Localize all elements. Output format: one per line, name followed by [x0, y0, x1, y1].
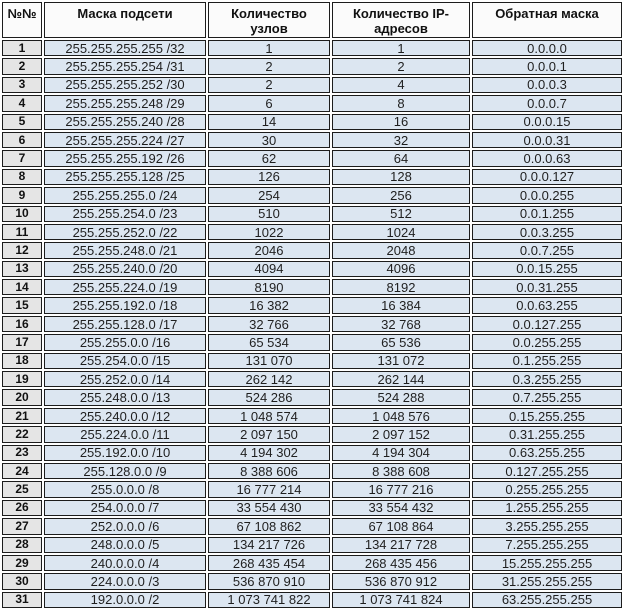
ip-count-cell: 262 144	[332, 371, 470, 387]
wildcard-mask-cell: 0.0.1.255	[472, 206, 622, 222]
subnet-mask-cell: 254.0.0.0 /7	[44, 500, 206, 516]
table-row	[2, 592, 622, 608]
subnet-mask-cell: 255.255.252.0 /22	[44, 224, 206, 240]
wildcard-mask-cell: 0.0.63.255	[472, 297, 622, 313]
host-count-cell: 268 435 454	[208, 555, 330, 571]
subnet-mask-cell: 192.0.0.0 /2	[44, 592, 206, 608]
header-host-count-line2: узлов	[250, 21, 288, 36]
ip-count-cell: 64	[332, 150, 470, 166]
table-row	[2, 445, 622, 461]
subnet-mask-cell: 255.255.255.240 /28	[44, 114, 206, 130]
host-count-cell: 65 534	[208, 334, 330, 350]
header-wildcard-mask	[472, 2, 622, 38]
host-count-cell: 16 777 214	[208, 481, 330, 497]
header-row-number	[2, 2, 42, 38]
row-number-cell: 22	[2, 426, 42, 442]
ip-count-cell: 512	[332, 206, 470, 222]
row-number-cell: 29	[2, 555, 42, 571]
table-row	[2, 297, 622, 313]
row-number-cell: 12	[2, 242, 42, 258]
subnet-mask-cell: 255.255.192.0 /18	[44, 297, 206, 313]
wildcard-mask-cell: 15.255.255.255	[472, 555, 622, 571]
host-count-cell: 2 097 150	[208, 426, 330, 442]
row-number-cell: 10	[2, 206, 42, 222]
ip-count-cell: 65 536	[332, 334, 470, 350]
wildcard-mask-cell: 0.0.0.63	[472, 150, 622, 166]
ip-count-cell: 128	[332, 169, 470, 185]
host-count-cell: 30	[208, 132, 330, 148]
row-number-cell: 2	[2, 58, 42, 74]
host-count-cell: 2	[208, 77, 330, 93]
ip-count-cell: 4 194 304	[332, 445, 470, 461]
subnet-mask-cell: 255.255.128.0 /17	[44, 316, 206, 332]
subnet-mask-cell: 255.240.0.0 /12	[44, 408, 206, 424]
wildcard-mask-cell: 0.0.127.255	[472, 316, 622, 332]
wildcard-mask-cell: 0.0.0.127	[472, 169, 622, 185]
table-row	[2, 224, 622, 240]
host-count-cell: 16 382	[208, 297, 330, 313]
ip-count-cell: 2048	[332, 242, 470, 258]
host-count-cell: 524 286	[208, 389, 330, 405]
ip-count-cell: 1024	[332, 224, 470, 240]
host-count-cell: 1022	[208, 224, 330, 240]
wildcard-mask-cell: 0.0.0.3	[472, 77, 622, 93]
row-number-cell: 1	[2, 40, 42, 56]
table-row	[2, 426, 622, 442]
wildcard-mask-cell: 0.255.255.255	[472, 481, 622, 497]
row-number-cell: 15	[2, 297, 42, 313]
host-count-cell: 510	[208, 206, 330, 222]
host-count-cell: 8 388 606	[208, 463, 330, 479]
wildcard-mask-cell: 0.0.31.255	[472, 279, 622, 295]
table-row	[2, 481, 622, 497]
table-row	[2, 169, 622, 185]
wildcard-mask-cell: 0.0.0.31	[472, 132, 622, 148]
table-row	[2, 206, 622, 222]
subnet-mask-cell: 252.0.0.0 /6	[44, 518, 206, 534]
host-count-cell: 254	[208, 187, 330, 203]
row-number-cell: 19	[2, 371, 42, 387]
host-count-cell: 4 194 302	[208, 445, 330, 461]
host-count-cell: 126	[208, 169, 330, 185]
ip-count-cell: 256	[332, 187, 470, 203]
wildcard-mask-cell: 0.0.0.15	[472, 114, 622, 130]
ip-count-cell: 67 108 864	[332, 518, 470, 534]
subnet-mask-cell: 255.255.255.224 /27	[44, 132, 206, 148]
subnet-mask-cell: 255.255.224.0 /19	[44, 279, 206, 295]
header-ip-count-line1: Количество IP-	[353, 6, 449, 21]
row-number-cell: 31	[2, 592, 42, 608]
subnet-mask-cell: 255.255.255.128 /25	[44, 169, 206, 185]
wildcard-mask-cell: 0.0.7.255	[472, 242, 622, 258]
subnet-mask-cell: 255.255.240.0 /20	[44, 261, 206, 277]
host-count-cell: 62	[208, 150, 330, 166]
host-count-cell: 131 070	[208, 353, 330, 369]
table-row	[2, 500, 622, 516]
subnet-mask-cell: 255.255.248.0 /21	[44, 242, 206, 258]
row-number-cell: 21	[2, 408, 42, 424]
ip-count-cell: 1 073 741 824	[332, 592, 470, 608]
header-host-count	[208, 2, 330, 38]
ip-count-cell: 32	[332, 132, 470, 148]
ip-count-cell: 1 048 576	[332, 408, 470, 424]
table-row	[2, 353, 622, 369]
ip-count-cell: 16 384	[332, 297, 470, 313]
row-number-cell: 20	[2, 389, 42, 405]
table-row	[2, 389, 622, 405]
ip-count-cell: 131 072	[332, 353, 470, 369]
ip-count-cell: 16 777 216	[332, 481, 470, 497]
subnet-mask-cell: 240.0.0.0 /4	[44, 555, 206, 571]
host-count-cell: 2046	[208, 242, 330, 258]
host-count-cell: 14	[208, 114, 330, 130]
wildcard-mask-cell: 0.63.255.255	[472, 445, 622, 461]
ip-count-cell: 1	[332, 40, 470, 56]
row-number-cell: 8	[2, 169, 42, 185]
subnet-mask-cell: 255.255.255.248 /29	[44, 95, 206, 111]
subnet-mask-cell: 255.255.255.254 /31	[44, 58, 206, 74]
host-count-cell: 6	[208, 95, 330, 111]
table-row	[2, 95, 622, 111]
row-number-cell: 7	[2, 150, 42, 166]
row-number-cell: 4	[2, 95, 42, 111]
row-number-cell: 6	[2, 132, 42, 148]
subnet-mask-cell: 255.255.255.252 /30	[44, 77, 206, 93]
host-count-cell: 536 870 910	[208, 573, 330, 589]
wildcard-mask-cell: 0.127.255.255	[472, 463, 622, 479]
host-count-cell: 1 048 574	[208, 408, 330, 424]
host-count-cell: 2	[208, 58, 330, 74]
ip-count-cell: 16	[332, 114, 470, 130]
host-count-cell: 262 142	[208, 371, 330, 387]
row-number-cell: 9	[2, 187, 42, 203]
ip-count-cell: 33 554 432	[332, 500, 470, 516]
row-number-cell: 17	[2, 334, 42, 350]
row-number-cell: 16	[2, 316, 42, 332]
header-host-count-line1: Количество	[231, 6, 307, 21]
host-count-cell: 8190	[208, 279, 330, 295]
ip-count-cell: 536 870 912	[332, 573, 470, 589]
row-number-cell: 13	[2, 261, 42, 277]
ip-count-cell: 8 388 608	[332, 463, 470, 479]
subnet-mask-cell: 255.255.254.0 /23	[44, 206, 206, 222]
header-subnet-mask	[44, 2, 206, 38]
header-ip-count-line2: адресов	[374, 21, 428, 36]
host-count-cell: 1 073 741 822	[208, 592, 330, 608]
table-row	[2, 58, 622, 74]
wildcard-mask-cell: 0.15.255.255	[472, 408, 622, 424]
table-row	[2, 555, 622, 571]
ip-count-cell: 524 288	[332, 389, 470, 405]
table-row	[2, 518, 622, 534]
row-number-cell: 14	[2, 279, 42, 295]
host-count-cell: 1	[208, 40, 330, 56]
ip-count-cell: 2	[332, 58, 470, 74]
table-row	[2, 334, 622, 350]
subnet-mask-cell: 255.255.0.0 /16	[44, 334, 206, 350]
host-count-cell: 33 554 430	[208, 500, 330, 516]
table-row	[2, 371, 622, 387]
ip-count-cell: 268 435 456	[332, 555, 470, 571]
wildcard-mask-cell: 0.1.255.255	[472, 353, 622, 369]
row-number-cell: 25	[2, 481, 42, 497]
wildcard-mask-cell: 0.0.3.255	[472, 224, 622, 240]
table-row	[2, 40, 622, 56]
subnet-mask-cell: 255.248.0.0 /13	[44, 389, 206, 405]
table-row	[2, 132, 622, 148]
ip-count-cell: 8	[332, 95, 470, 111]
table-row	[2, 261, 622, 277]
ip-count-cell: 134 217 728	[332, 537, 470, 553]
ip-count-cell: 8192	[332, 279, 470, 295]
table-row	[2, 316, 622, 332]
wildcard-mask-cell: 0.0.0.7	[472, 95, 622, 111]
row-number-cell: 18	[2, 353, 42, 369]
host-count-cell: 32 766	[208, 316, 330, 332]
subnet-mask-cell: 255.255.255.255 /32	[44, 40, 206, 56]
wildcard-mask-cell: 0.3.255.255	[472, 371, 622, 387]
row-number-cell: 28	[2, 537, 42, 553]
subnet-table-body	[2, 40, 622, 608]
wildcard-mask-cell: 0.7.255.255	[472, 389, 622, 405]
table-row	[2, 463, 622, 479]
row-number-cell: 24	[2, 463, 42, 479]
wildcard-mask-cell: 31.255.255.255	[472, 573, 622, 589]
ip-count-cell: 2 097 152	[332, 426, 470, 442]
header-ip-count	[332, 2, 470, 38]
wildcard-mask-cell: 7.255.255.255	[472, 537, 622, 553]
row-number-cell: 26	[2, 500, 42, 516]
table-row	[2, 150, 622, 166]
subnet-mask-cell: 255.192.0.0 /10	[44, 445, 206, 461]
subnet-mask-cell: 255.0.0.0 /8	[44, 481, 206, 497]
row-number-cell: 30	[2, 573, 42, 589]
subnet-mask-cell: 248.0.0.0 /5	[44, 537, 206, 553]
wildcard-mask-cell: 0.0.0.0	[472, 40, 622, 56]
ip-count-cell: 4096	[332, 261, 470, 277]
table-row	[2, 408, 622, 424]
wildcard-mask-cell: 3.255.255.255	[472, 518, 622, 534]
subnet-mask-cell: 224.0.0.0 /3	[44, 573, 206, 589]
table-row	[2, 279, 622, 295]
wildcard-mask-cell: 0.0.0.255	[472, 187, 622, 203]
table-row	[2, 242, 622, 258]
table-row	[2, 77, 622, 93]
host-count-cell: 67 108 862	[208, 518, 330, 534]
host-count-cell: 4094	[208, 261, 330, 277]
header-subnet-mask-label: Маска подсети	[77, 6, 173, 21]
host-count-cell: 134 217 726	[208, 537, 330, 553]
wildcard-mask-cell: 0.0.255.255	[472, 334, 622, 350]
subnet-mask-cell: 255.224.0.0 /11	[44, 426, 206, 442]
subnet-mask-cell: 255.255.255.0 /24	[44, 187, 206, 203]
header-row-number-label: №№	[7, 6, 37, 21]
wildcard-mask-cell: 0.31.255.255	[472, 426, 622, 442]
header-wildcard-mask-label: Обратная маска	[495, 6, 599, 21]
wildcard-mask-cell: 1.255.255.255	[472, 500, 622, 516]
subnet-mask-cell: 255.252.0.0 /14	[44, 371, 206, 387]
subnet-mask-cell: 255.255.255.192 /26	[44, 150, 206, 166]
table-row	[2, 537, 622, 553]
subnet-mask-cell: 255.254.0.0 /15	[44, 353, 206, 369]
row-number-cell: 5	[2, 114, 42, 130]
table-row	[2, 573, 622, 589]
wildcard-mask-cell: 0.0.15.255	[472, 261, 622, 277]
table-row	[2, 187, 622, 203]
ip-count-cell: 32 768	[332, 316, 470, 332]
row-number-cell: 11	[2, 224, 42, 240]
wildcard-mask-cell: 0.0.0.1	[472, 58, 622, 74]
header-row	[2, 2, 622, 38]
ip-count-cell: 4	[332, 77, 470, 93]
table-row	[2, 114, 622, 130]
wildcard-mask-cell: 63.255.255.255	[472, 592, 622, 608]
row-number-cell: 27	[2, 518, 42, 534]
row-number-cell: 3	[2, 77, 42, 93]
row-number-cell: 23	[2, 445, 42, 461]
subnet-mask-cell: 255.128.0.0 /9	[44, 463, 206, 479]
